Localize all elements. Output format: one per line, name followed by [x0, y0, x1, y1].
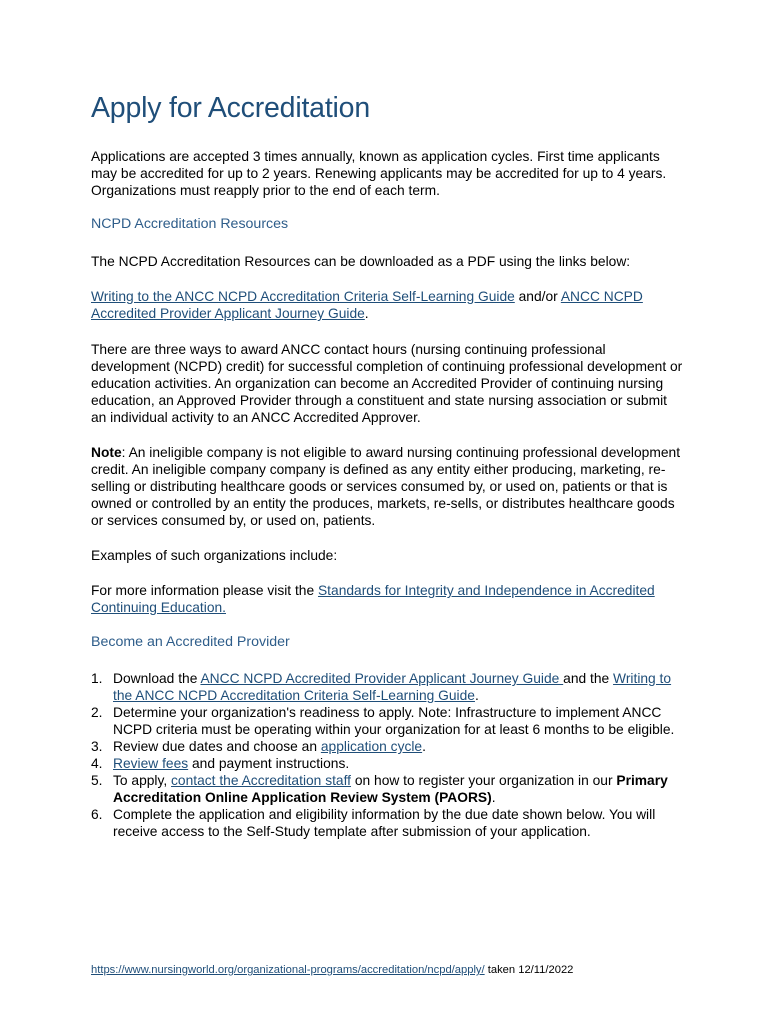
review-fees-link[interactable]: Review fees	[113, 756, 189, 771]
note-paragraph	[91, 444, 683, 529]
step-text: .	[422, 739, 426, 754]
applicant-journey-guide-link[interactable]: ANCC NCPD Accredited Provider Applicant Journey Guide	[200, 671, 564, 686]
step-text: and payment instructions.	[188, 756, 350, 771]
more-info-paragraph	[91, 582, 683, 616]
note-text: : An ineligible company is not eligible to award nursing continuing professional development credit. An ineligible company company is defined as any entity either producing, marketing, re-selling or distributing healthcare goods or services consumed by, or used on, patients or that is owned or controlled by an entity the produces, markets, re-sells, or distributes healthcare goods or services consumed by, or used on, patients.	[91, 445, 681, 528]
step-number: 1.	[91, 671, 103, 686]
step-item-2	[91, 704, 683, 738]
step-text: Complete the application and eligibility information by the due date shown below. You will receive access to the Self-Study template after submission of your application.	[113, 807, 656, 839]
step-item-5	[91, 772, 683, 806]
step-item-6	[91, 806, 683, 840]
page-footer	[91, 963, 573, 977]
step-number: 4.	[91, 756, 103, 771]
source-url-link[interactable]: https://www.nursingworld.org/organizational-programs/accreditation/ncpd/apply/	[91, 964, 485, 976]
resources-joiner: and/or	[514, 289, 561, 304]
step-text: Determine your organization's readiness to apply. Note: Infrastructure to implement ANCC NCPD criteria must be operating within your organization for at least 6 months to be eligible.	[113, 705, 675, 737]
application-cycle-link[interactable]: application cycle	[320, 739, 423, 754]
step-number: 5.	[91, 773, 103, 788]
step-number: 3.	[91, 739, 103, 754]
paors-name: Primary Accreditation Online Application Review System (PAORS)	[113, 773, 668, 805]
self-learning-guide-link[interactable]: Writing to the ANCC NCPD Accreditation Criteria Self-Learning Guide	[91, 289, 515, 304]
more-info-prefix: For more information please visit the	[91, 583, 318, 598]
become-provider-heading: Become an Accredited Provider	[91, 634, 290, 650]
note-label: Note	[91, 445, 122, 460]
contact-staff-link[interactable]: contact the Accreditation staff	[171, 773, 352, 788]
step-text: .	[474, 688, 479, 703]
footer-taken-date: taken 12/11/2022	[484, 964, 574, 976]
step-number: 2.	[91, 705, 103, 720]
step-item-1	[91, 670, 683, 704]
ways-paragraph: There are three ways to award ANCC contact hours (nursing continuing professional development (NCPD) credit) for successful completion of continuing professional development or education activities. An organization can become an Accredited Provider of continuing nursing education, an Approved Provider through a constituent and state nursing association or submit an individual activity to an ANCC Accredited Approver.	[91, 342, 683, 425]
step-text: Review due dates and choose an	[113, 739, 321, 754]
page-title: Apply for Accreditation	[91, 92, 370, 124]
resources-heading: NCPD Accreditation Resources	[91, 216, 289, 232]
step-text: .	[491, 790, 496, 805]
intro-paragraph: Applications are accepted 3 times annually, known as application cycles. First time applicants may be accredited for up to 2 years. Renewing applicants may be accredited for up to 4 years. Organizations must reapply prior to the end of each term.	[91, 149, 667, 198]
step-text: Download the	[113, 671, 201, 686]
self-learning-guide-link[interactable]: Writing to the ANCC NCPD Accreditation Criteria Self-Learning Guide	[113, 671, 672, 703]
step-number: 6.	[91, 807, 103, 822]
resources-links-paragraph	[91, 288, 683, 322]
resources-end: .	[364, 306, 369, 321]
examples-text: Examples of such organizations include:	[91, 548, 338, 563]
standards-link[interactable]: Standards for Integrity and Independence in Accredited Continuing Education.	[91, 583, 655, 615]
step-text: on how to register your organization in our	[351, 773, 617, 788]
steps-list	[91, 670, 683, 840]
step-text: and the	[563, 671, 614, 686]
step-item-3	[91, 738, 683, 755]
step-text: To apply,	[113, 773, 172, 788]
resources-text: The NCPD Accreditation Resources can be downloaded as a PDF using the links below:	[91, 254, 631, 269]
step-item-4	[91, 755, 683, 772]
applicant-journey-guide-link[interactable]: ANCC NCPD Accredited Provider Applicant Journey Guide	[91, 289, 643, 321]
